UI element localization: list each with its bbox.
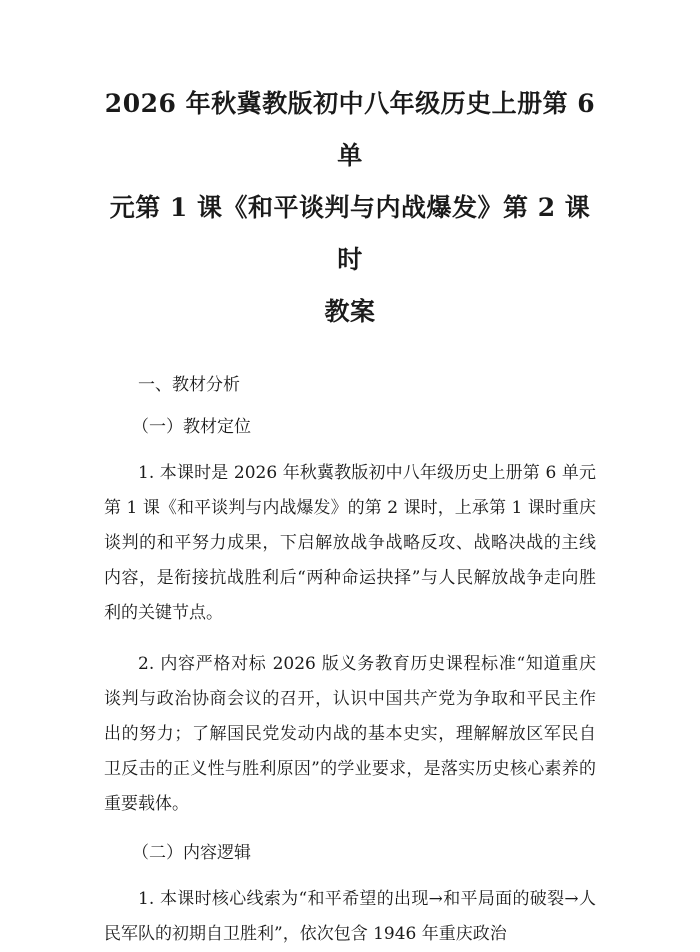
subsection-heading-textbook-position: （一）教材定位	[132, 417, 251, 437]
title-line: 元第 1 课《和平谈判与内战爆发》第 2 课时	[109, 193, 591, 274]
document-title	[104, 78, 596, 338]
paragraph-3: 1. 本课时核心线索为“和平希望的出现→和平局面的破裂→人民军队的初期自卫胜利”，依次包含 1946 年重庆政治	[104, 889, 596, 944]
subsection-heading-content-logic: （二）内容逻辑	[132, 843, 251, 863]
title-line: 2026 年秋冀教版初中八年级历史上册第 6 单	[104, 89, 596, 170]
paragraph-2: 2. 内容严格对标 2026 版义务教育历史课程标准“知道重庆谈判与政治协商会议的召开，认识中国共产党为争取和平民主作出的努力；了解国民党发动内战的基本史实，理解解放区军民自卫反击的正义性与胜利原因”的学业要求，是落实历史核心素养的重要载体。	[104, 654, 596, 814]
paragraph-1: 1. 本课时是 2026 年秋冀教版初中八年级历史上册第 6 单元第 1 课《和平谈判与内战爆发》的第 2 课时，上承第 1 课时重庆谈判的和平努力成果，下启解放战争战略反攻、战略决战的主线内容，是衔接抗战胜利后“两种命运抉择”与人民解放战争走向胜利的关键节点。	[104, 463, 596, 623]
section-heading-textbook-analysis: 一、教材分析	[138, 375, 240, 395]
title-line: 教案	[324, 297, 376, 326]
